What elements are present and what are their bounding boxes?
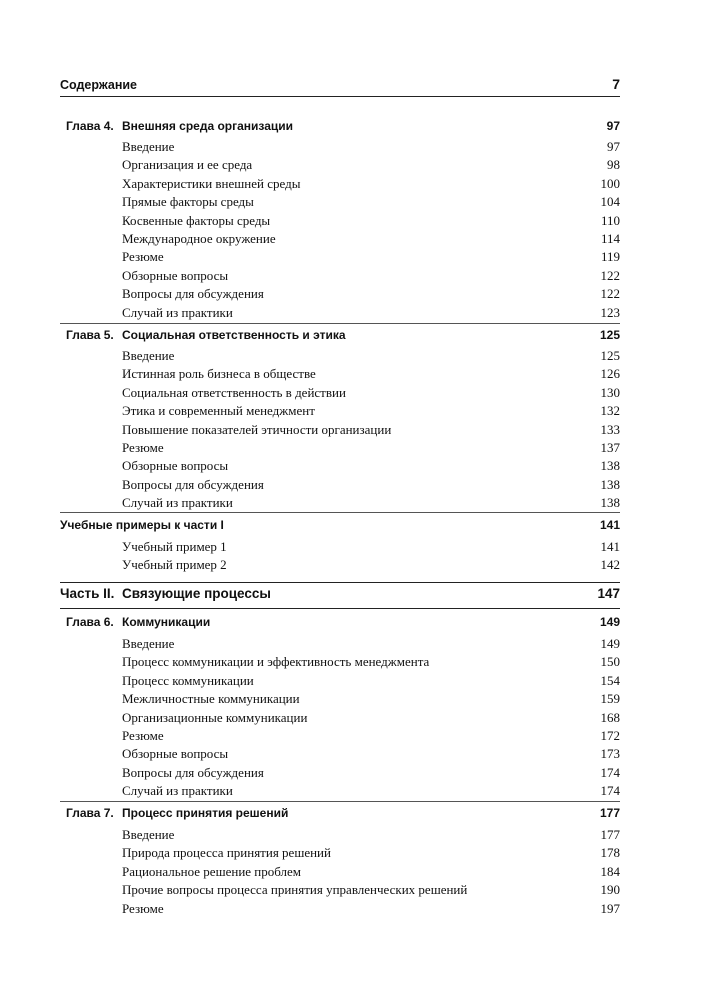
toc-entry: [60, 176, 620, 194]
toc-entry: [60, 845, 620, 863]
entry-page: 126: [600, 366, 620, 382]
entry-page: 142: [600, 557, 620, 573]
entry-title: Введение: [122, 348, 175, 363]
toc-entry: [60, 231, 620, 249]
page-header: [60, 76, 620, 97]
entry-page: 125: [600, 348, 620, 363]
entry-page: 138: [600, 476, 620, 492]
entry-page: 168: [600, 709, 620, 725]
toc-entry: [60, 348, 620, 366]
examples-heading: [60, 518, 620, 536]
entry-title: Рациональное решение проблем: [122, 863, 302, 879]
entry-page: 154: [600, 672, 620, 688]
entry-title: Резюме: [122, 728, 164, 743]
toc-entry: [60, 728, 620, 746]
section-divider: [60, 801, 620, 802]
entry-page: 97: [607, 139, 620, 154]
toc-entry: [60, 539, 620, 557]
chapter5-heading: [60, 328, 620, 346]
toc-entry: [60, 458, 620, 476]
toc-entry: [60, 385, 620, 403]
toc-entry: [60, 654, 620, 672]
entry-page: 190: [600, 882, 620, 898]
toc-entry: [60, 691, 620, 709]
chapter-page: 125: [599, 328, 620, 342]
entry-page: 122: [600, 286, 620, 302]
part-label: Часть II.: [60, 586, 115, 601]
entry-page: 138: [600, 458, 620, 474]
entry-title: Косвенные факторы среды: [122, 212, 271, 228]
entry-page: 130: [600, 384, 620, 400]
entry-title: Организация и ее среда: [122, 157, 253, 173]
toc-entry: [60, 440, 620, 458]
toc-entry: [60, 746, 620, 764]
entry-title: Организационные коммуникации: [122, 709, 308, 725]
entry-page: 149: [600, 636, 620, 651]
chapter-title: Внешняя среда организации: [122, 119, 294, 133]
chapter-title: Процесс принятия решений: [122, 806, 289, 820]
entry-page: 174: [600, 783, 620, 799]
entry-title: Этика и современный менеджмент: [122, 403, 315, 419]
chapter-label: Глава 7.: [66, 806, 114, 820]
entry-page: 197: [600, 900, 620, 916]
entry-title: Вопросы для обсуждения: [122, 476, 264, 492]
toc-entry: [60, 268, 620, 286]
toc-entry: [60, 249, 620, 267]
entry-page: 133: [600, 421, 620, 437]
entry-title: Случай из практики: [122, 304, 233, 320]
chapter-label: Глава 4.: [66, 119, 114, 133]
toc-entry: [60, 213, 620, 231]
entry-title: Прямые факторы среды: [122, 194, 254, 210]
entry-title: Природа процесса принятия решений: [122, 845, 331, 861]
toc-entry: [60, 636, 620, 654]
toc-entry: [60, 366, 620, 384]
chapter-label: Глава 5.: [66, 328, 114, 342]
toc-entry: [60, 305, 620, 323]
entry-title: Истинная роль бизнеса в обществе: [122, 366, 316, 382]
toc-entry: [60, 139, 620, 157]
toc-entry: [60, 765, 620, 783]
entry-title: Процесс коммуникации и эффективность менеджмента: [122, 654, 430, 670]
entry-title: Повышение показателей этичности организации: [122, 421, 392, 437]
entry-title: Резюме: [122, 440, 164, 455]
entry-page: 119: [600, 249, 620, 265]
chapter-title: Коммуникации: [122, 615, 211, 629]
chapter6-heading: [60, 615, 620, 633]
entry-page: 150: [600, 654, 620, 670]
entry-page: 110: [600, 212, 620, 228]
part-title: Связующие процессы: [122, 586, 271, 601]
entry-page: 172: [600, 728, 620, 743]
section-divider: [60, 512, 620, 513]
entry-title: Учебный пример 2: [122, 557, 227, 573]
toc-entry: [60, 495, 620, 513]
chapter-page: 149: [599, 615, 620, 629]
entry-page: 122: [600, 267, 620, 283]
toc-entry: [60, 286, 620, 304]
toc-entry: [60, 710, 620, 728]
entry-page: 174: [600, 764, 620, 780]
entry-page: 173: [600, 746, 620, 762]
entry-title: Межличностные коммуникации: [122, 691, 300, 707]
entry-page: 98: [607, 157, 620, 173]
entry-title: Резюме: [122, 900, 164, 916]
entry-title: Характеристики внешней среды: [122, 175, 301, 191]
entry-page: 159: [600, 691, 620, 707]
toc-entry: [60, 157, 620, 175]
toc-entry: [60, 422, 620, 440]
entry-title: Обзорные вопросы: [122, 746, 229, 762]
toc-entry: [60, 557, 620, 575]
chapter4-heading: [60, 119, 620, 137]
chapter-label: Глава 6.: [66, 615, 114, 629]
entry-page: 137: [600, 440, 620, 455]
entry-page: 177: [600, 827, 620, 842]
toc-entry: [60, 783, 620, 801]
examples-title: Учебные примеры к части I: [60, 518, 224, 532]
entry-title: Процесс коммуникации: [122, 672, 254, 688]
entry-page: 100: [600, 175, 620, 191]
entry-title: Прочие вопросы процесса принятия управленческих решений: [122, 882, 468, 898]
toc-entry: [60, 827, 620, 845]
entry-title: Учебный пример 1: [122, 539, 227, 554]
entry-title: Резюме: [122, 249, 164, 265]
entry-page: 132: [600, 403, 620, 419]
toc-entry: [60, 864, 620, 882]
section-divider: [60, 608, 620, 609]
entry-page: 123: [600, 304, 620, 320]
entry-page: 184: [600, 863, 620, 879]
entry-page: 138: [600, 495, 620, 511]
entry-title: Международное окружение: [122, 231, 276, 246]
part-page: 147: [597, 586, 620, 601]
entry-page: 104: [600, 194, 620, 210]
examples-page: 141: [599, 518, 620, 532]
entry-page: 178: [600, 845, 620, 861]
section-divider: [60, 323, 620, 324]
chapter-page: 177: [599, 806, 620, 820]
entry-title: Случай из практики: [122, 783, 233, 799]
running-title: Содержание: [60, 78, 138, 92]
entry-title: Вопросы для обсуждения: [122, 286, 264, 302]
toc-entry: [60, 673, 620, 691]
chapter7-heading: [60, 806, 620, 824]
entry-title: Введение: [122, 827, 175, 842]
chapter-page: 97: [606, 119, 620, 133]
entry-title: Социальная ответственность в действии: [122, 384, 346, 400]
toc-entry: [60, 477, 620, 495]
entry-title: Обзорные вопросы: [122, 267, 229, 283]
part2-heading: [60, 586, 620, 604]
entry-title: Обзорные вопросы: [122, 458, 229, 474]
entry-page: 114: [600, 231, 620, 246]
toc-entry: [60, 403, 620, 421]
entry-title: Введение: [122, 139, 175, 154]
section-divider: [60, 582, 620, 583]
page-number: 7: [612, 76, 620, 92]
entry-title: Случай из практики: [122, 495, 233, 511]
toc-entry: [60, 882, 620, 900]
chapter-title: Социальная ответственность и этика: [122, 328, 346, 342]
toc-entry: [60, 901, 620, 919]
toc-entry: [60, 194, 620, 212]
entry-title: Введение: [122, 636, 175, 651]
entry-page: 141: [600, 539, 620, 554]
entry-title: Вопросы для обсуждения: [122, 764, 264, 780]
